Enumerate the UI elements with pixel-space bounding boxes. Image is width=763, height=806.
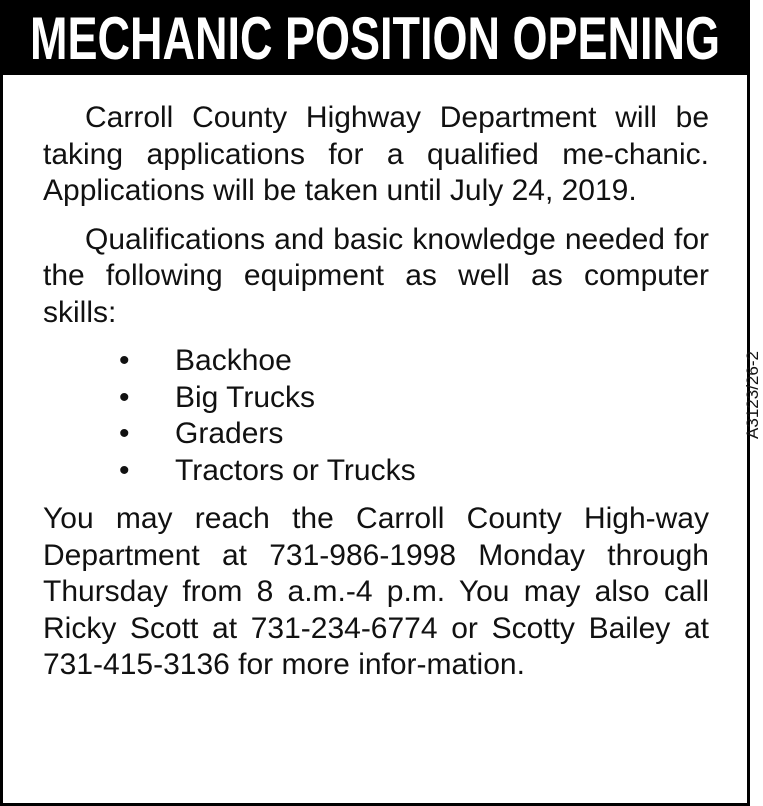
bullet-icon: • <box>119 417 130 450</box>
bullet-icon: • <box>119 344 130 377</box>
list-item <box>43 380 709 417</box>
ad-header-bar <box>3 3 747 75</box>
bullet-icon: • <box>119 453 130 487</box>
list-item <box>43 453 709 490</box>
equipment-item-label: Graders <box>175 417 284 450</box>
ad-body <box>43 100 709 696</box>
qualifications-paragraph: Qualifications and basic knowledge needed for the following equipment as well as computer skills: <box>43 222 709 329</box>
intro-paragraph: Carroll County Highway Department will be taking applications for a qualified me-chanic. Applications will be taken until July 24, 2019. <box>43 101 709 207</box>
equipment-item-label: Tractors or Trucks <box>175 453 416 487</box>
equipment-list <box>43 343 709 489</box>
list-item <box>43 416 709 453</box>
equipment-item-label: Backhoe <box>175 344 292 377</box>
bullet-icon: • <box>119 380 130 414</box>
equipment-item-label: Big Trucks <box>175 380 316 414</box>
ad-reference-code-text: A3123/26-2 <box>743 351 762 439</box>
ad-title: MECHANIC POSITION OPENING <box>29 5 721 72</box>
contact-paragraph: You may reach the Carroll County High-way Department at 731-986-1998 Monday through Thursday from 8 a.m.-4 p.m. You may also call Ricky Scott at 731-234-6774 or Scotty Bailey at 731-415-3136 for more infor-mation. <box>43 502 709 681</box>
list-item <box>43 343 709 380</box>
